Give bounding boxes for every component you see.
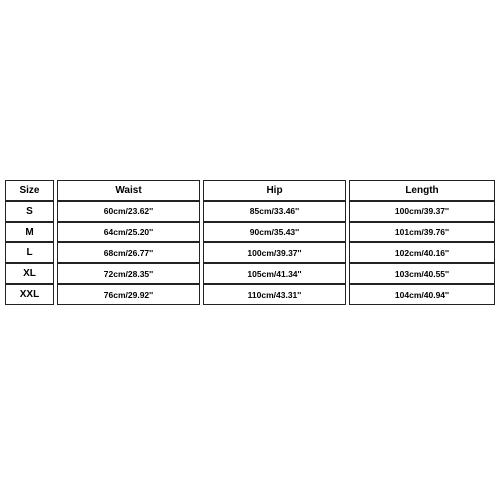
cell-hip: 105cm/41.34'': [203, 263, 346, 284]
cell-waist: 64cm/25.20'': [57, 222, 200, 243]
cell-waist: 68cm/26.77'': [57, 242, 200, 263]
header-hip: Hip: [203, 180, 346, 201]
cell-length: 103cm/40.55'': [349, 263, 495, 284]
cell-hip: 85cm/33.46'': [203, 201, 346, 222]
cell-size: M: [5, 222, 54, 243]
cell-length: 104cm/40.94'': [349, 284, 495, 305]
cell-size: XL: [5, 263, 54, 284]
size-chart-table: [5, 180, 495, 305]
cell-size: XXL: [5, 284, 54, 305]
cell-waist: 60cm/23.62'': [57, 201, 200, 222]
header-waist: Waist: [57, 180, 200, 201]
cell-size: S: [5, 201, 54, 222]
cell-size: L: [5, 242, 54, 263]
cell-hip: 100cm/39.37'': [203, 242, 346, 263]
cell-length: 101cm/39.76'': [349, 222, 495, 243]
cell-length: 100cm/39.37'': [349, 201, 495, 222]
header-length: Length: [349, 180, 495, 201]
cell-hip: 110cm/43.31'': [203, 284, 346, 305]
cell-length: 102cm/40.16'': [349, 242, 495, 263]
header-size: Size: [5, 180, 54, 201]
cell-waist: 72cm/28.35'': [57, 263, 200, 284]
cell-waist: 76cm/29.92'': [57, 284, 200, 305]
cell-hip: 90cm/35.43'': [203, 222, 346, 243]
